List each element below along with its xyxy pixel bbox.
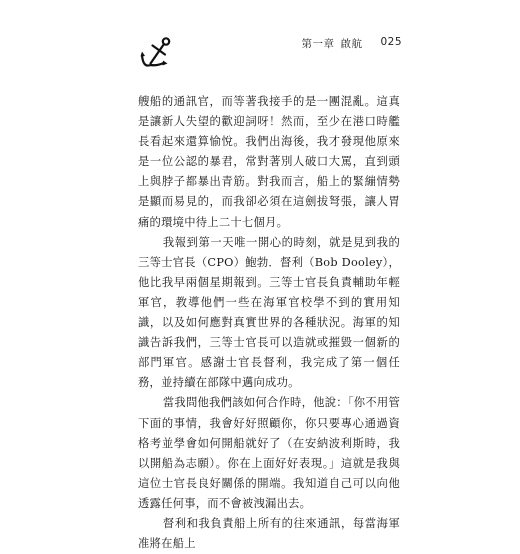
chapter-number: 第一章 bbox=[301, 38, 335, 50]
page-number: 025 bbox=[380, 36, 402, 48]
paragraph: 我報到第一天唯一開心的時刻，就是見到我的三等士官長（CPO）鮑勃．督利（Bob Dooley），他比我早兩個星期報到。三等士官長負責輔助年輕軍官，教導他們一些在海軍官校學不到的實用知識，以及如何應對真實世界的各種狀況。海軍的知識告訴我們，三等士官長可以造就或摧毀一個新的部門軍官。感謝士官長督利，我完成了第一個任務，並持續在部隊中邁向成功。 bbox=[138, 235, 400, 390]
body-text bbox=[138, 92, 400, 554]
paragraph: 艘船的通訊官，而等著我接手的是一團混亂。這真是讓新人失望的歡迎詞呀！然而，至少在港口時艦長看起來還算愉悅。我們出海後，我才發現他原來是一位公認的暴君，常對著別人破口大罵，直到頭上與脖子都暴出青筋。對我而言，船上的緊繃情勢是顯而易見的，而我卻必須在這劍拔弩張，讓人胃痛的環境中待上二十七個月。 bbox=[138, 95, 400, 229]
running-header bbox=[301, 36, 402, 51]
chapter-title: 啟航 bbox=[340, 38, 363, 50]
anchor-icon bbox=[139, 36, 175, 72]
paragraph: 督利和我負責船上所有的往來通訊，每當海軍准將在船上 bbox=[138, 516, 400, 551]
paragraph: 當我問他我們該如何合作時，他說：「你不用管下面的事情，我會好好照顧你，你只要專心通過資格考並學會如何開船就好了（在安納波利斯時，我以開船為志願）。你在上面好好表現。」這就是我與這位士官長良好關係的開端。我知道自己可以向他透露任何事，而不會被洩漏出去。 bbox=[138, 396, 400, 510]
